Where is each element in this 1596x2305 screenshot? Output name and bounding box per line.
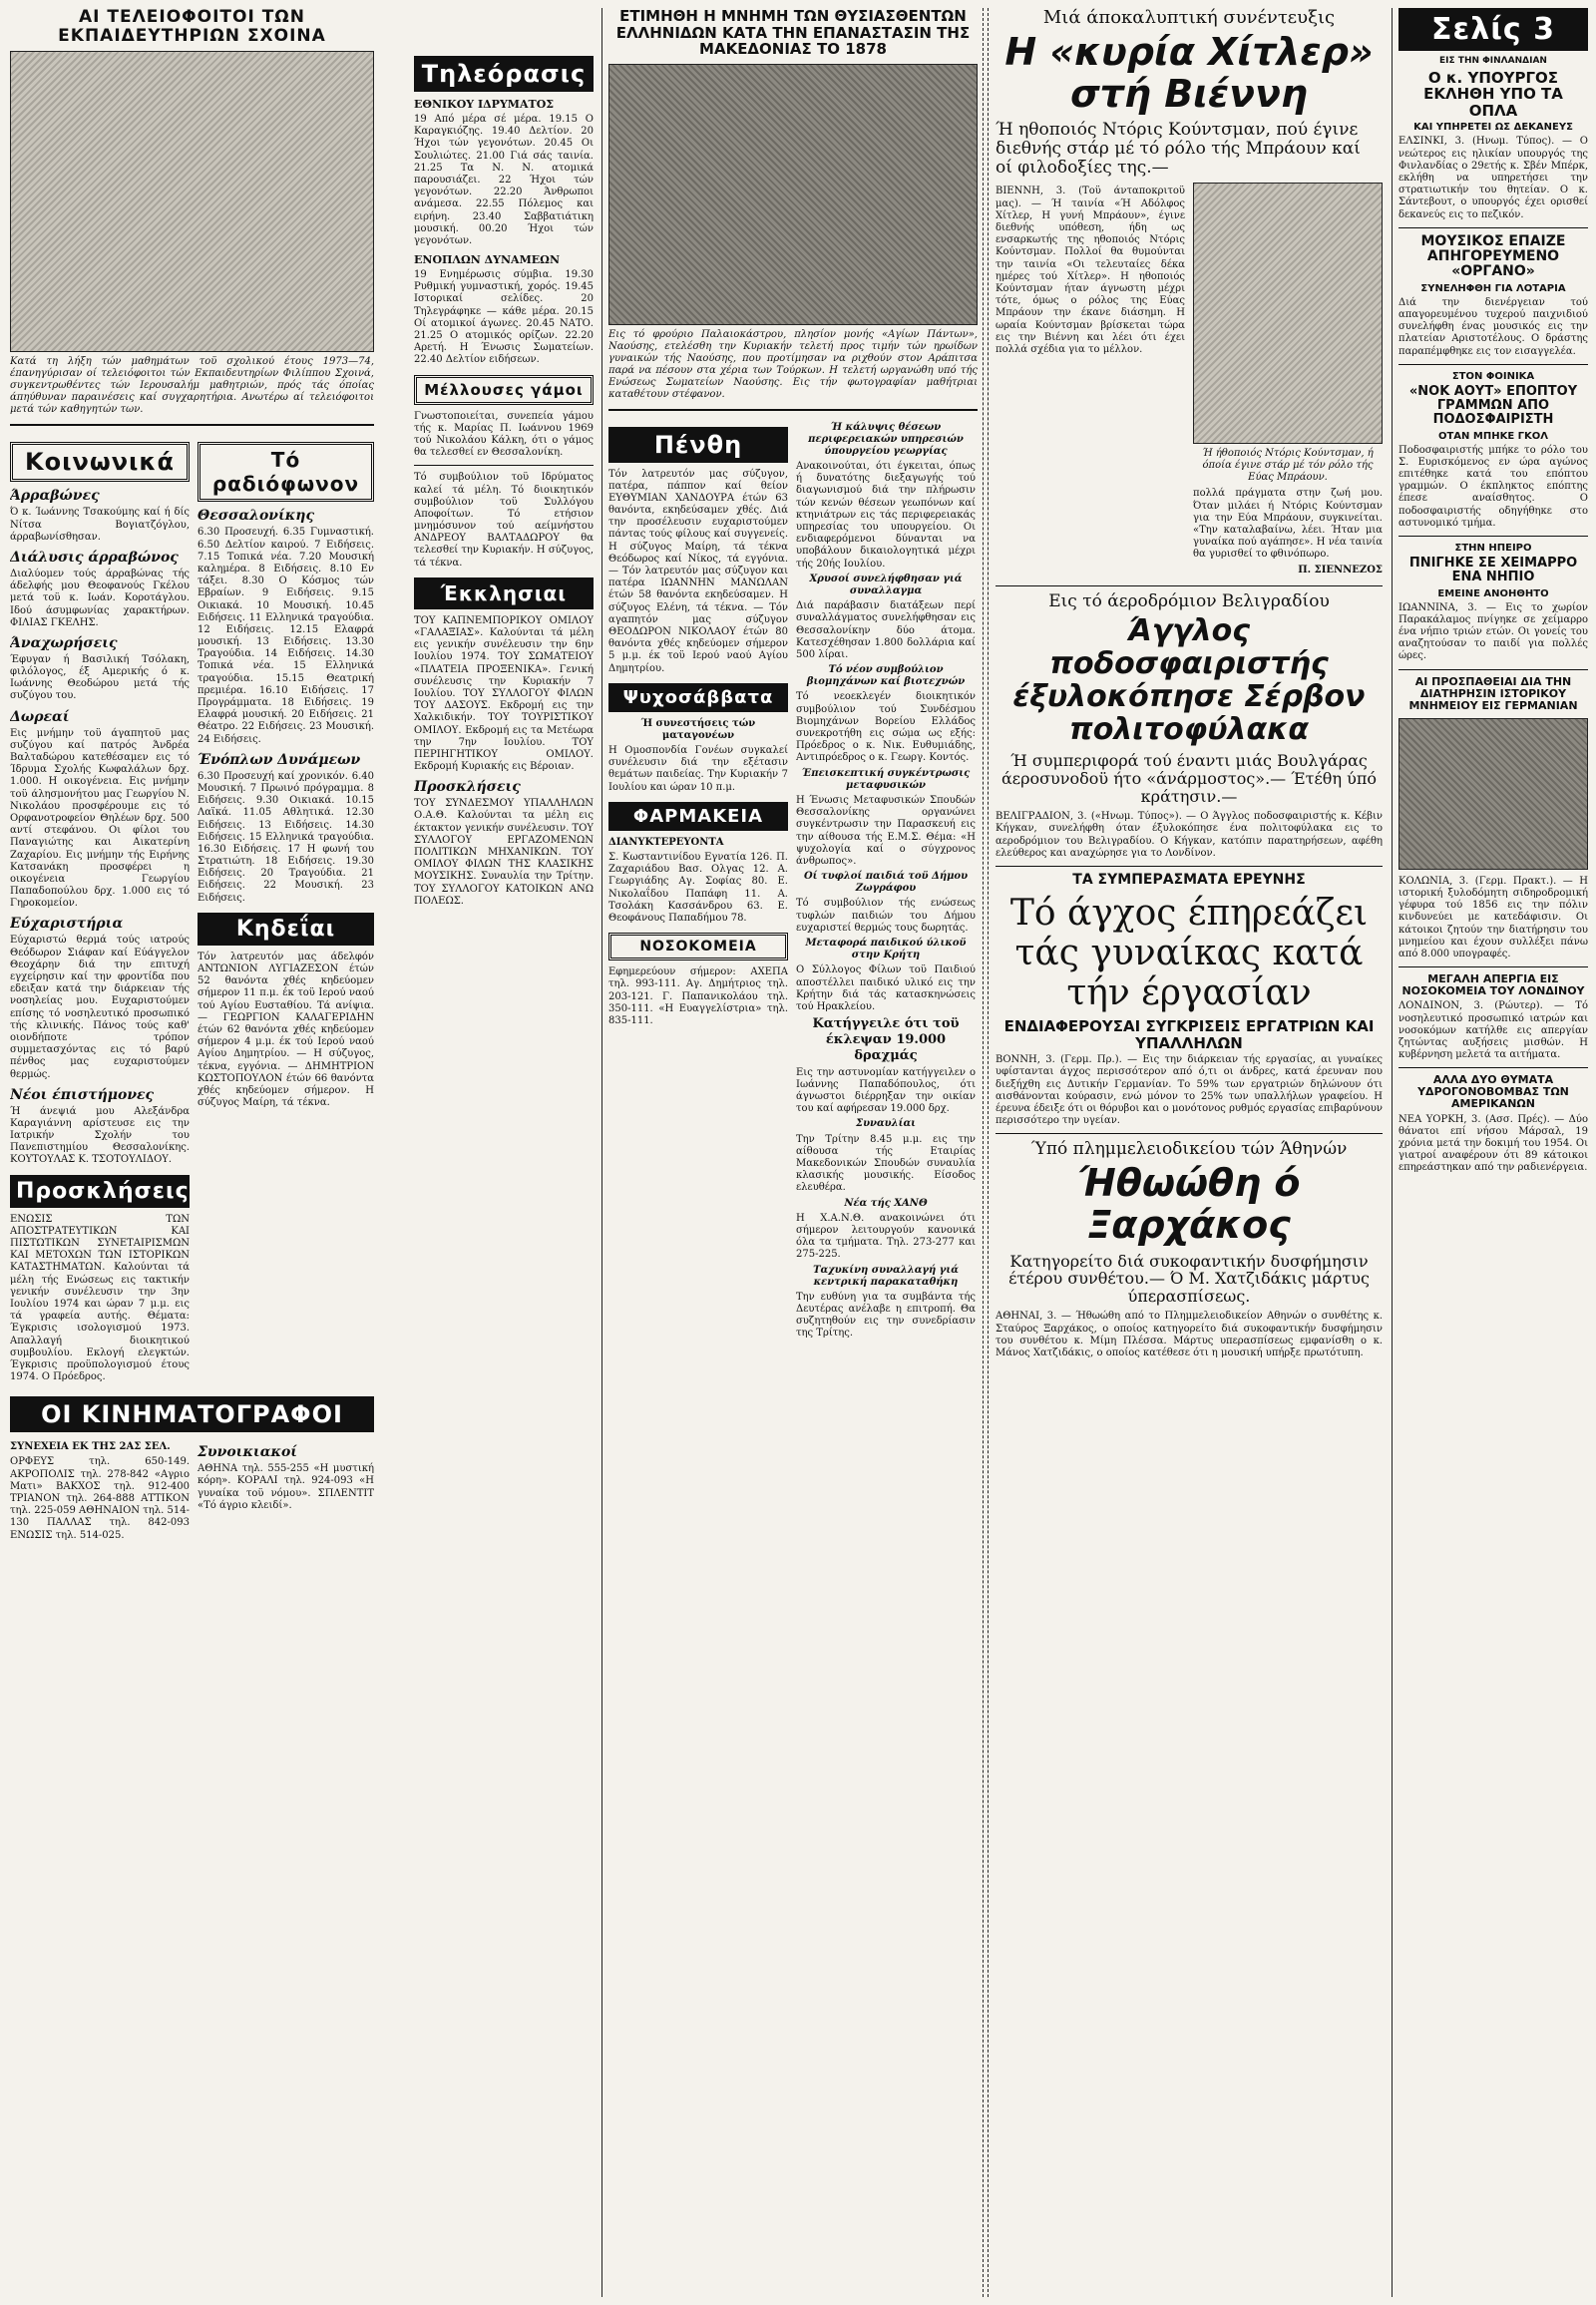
hospitals-banner: ΝΟΣΟΚΟΜΕΙΑ [608, 933, 788, 960]
metaphysics-title: Έπεισκεπτική συγκέντρωσις μεταφυσικών [801, 767, 971, 791]
stress-subhead: ΕΝΔΙΑΦΕΡΟΥΣΑΙ ΣΥΓΚΡΙΣΕΙΣ ΕΡΓΑΤΡΙΩΝ ΚΑΙ ΥΠΑΛΛΗΛΩΝ [1003, 1017, 1375, 1052]
memorial-text: Τό συμβούλιον τοϋ Ιδρύματος καλεί τά μέλη. Τό διοικητικόν συμβούλιον τοϋ Συλλόγου Αποφοίτων. Τό ετήσιον μνημόσυνον τού αείμνήστου ΑΝΔΡΕΟΥ ΒΑΛΤΑΔΩΡΟΥ θα τελεσθεί την Κυριακήν. Η σύζυγος, τά τέκνα. [414, 472, 594, 569]
local-cinemas-title: Συνοικιακοί [198, 1444, 298, 1461]
cologne-text: ΚΟΛΩΝΙΑ, 3. (Γερμ. Πρακτ.). — Η ιστορική ξυλοδόμητη σιδηροδρομική γέφυρα τού 1856 εις την πόλιν κινδυνεύει με κατεδάφισιν. Οι κάτοικοι ζητούν την διατήρησιν του μνημείου και έχουν συλλέξει πάνω από 8.000 υπογραφές. [1398, 875, 1588, 960]
cologne-headline: ΑΙ ΠΡΟΣΠΑΘΕΙΑΙ ΔΙΑ ΤΗΝ ΔΙΑΤΗΡΗΣΙΝ ΙΣΤΟΡΙΚΟΥ ΜΝΗΜΕΙΟΥ ΕΙΣ ΓΕΡΜΑΝΙΑΝ [1408, 674, 1578, 712]
footballer-text: ΒΕΛΙΓΡΑΔΙΟΝ, 3. («Ηνωμ. Τύπος»). — Ο Άγγλος ποδοσφαιριστής κ. Κέβιν Κήγκαν, συνελήφθη όταν έξυλοκόπησε ένα πολιτοφύλακα εις το αεροδρόμιον του Βελιγραδίου. Ο Κήγκαν, κατόπιν παρατηρήσεων, αφέθη ελεύθερος και αναχώρησε για το Λονδίνον. [996, 811, 1383, 859]
associations-text: ΤΟΥ ΚΑΠΝΕΜΠΟΡΙΚΟΥ ΟΜΙΛΟΥ «ΓΑΛΑΞΙΑΣ». Καλούνται τά μέλη εις γενικήν συνέλευσιν την 6ην Ιουλίου 1974. ΤΟΥ ΣΩΜΑΤΕΙΟΥ «ΠΛΑΤΕΙΑ ΠΡΟΞΕΝΙΚΑ». Γενική συνέλευσις την Κυριακήν 7 Ιουλίου. ΤΟΥ ΣΥΛΛΟΓΟΥ ΦΙΛΩΝ ΤΟΥ ΔΑΣΟΥΣ. Εκδρομή εις την Χαλκιδικήν. ΤΟΥ ΤΟΥΡΙΣΤΙΚΟΥ ΟΜΙΛΟΥ. Εκδρομή εις τα Μετέωρα την 7ην Ιουλίου. ΤΟΥ ΠΕΡΙΗΓΗΤΙΚΟΥ ΟΜΙΛΟΥ. Εκδρομή Κυριακής εις Βέροιαν. [414, 614, 594, 773]
pharmacies-text: Σ. Κωσταντινίδου Εγνατία 126. Π. Ζαχαριάδου Βασ. Ολγας 12. Α. Γεωργιάδης Αγ. Σοφίας 80. Ε. Νικολαΐδου Παπάφη 11. Α. Τσολάκη Κασσάνδρου 63. Ε. Θεοφάνους Παπαδήμου 78. [608, 852, 788, 924]
meeting-text: Την ευθύνη για τα συμβάντα τής Δευτέρας ανέλαβε η επιτροπή. Θα συζητηθούν εις την συνεδρίασιν της Τρίτης. [796, 1291, 976, 1340]
sub-a-title: Ή συνεστήσεις τών ματαγονέων [640, 717, 756, 741]
concerts-text: Την Τρίτην 8.45 μ.μ. εις την αίθουσα τής Εταιρίας Μακεδονικών Σπουδών συναυλία κλασικής μουσικής. Είσοδος ελευθέρα. [796, 1133, 976, 1194]
blind-kids-title: Οί τυφλοί παιδιά τοϋ Δήμου Ζωγράφου [803, 871, 969, 895]
donations-text: Εις μνήμην τοϋ άγαπητοϋ μας συζύγου καί πατρός Άνδρέα Βαλταδώρου κατεθέσαμεν εις τό Ίδρυμα Σχολής Κωφαλάλων δρχ. 1.000. Η οικογένεια. Εις μνήμην τοϋ άλησμονήτου μας Γεωργίου Ν. Νικολάου προσφέρουμε εις τό Ορφανοτροφείον Θηλέων δρχ. 500 αντί στεφάνου. Οι φίλοι του Παναγιώτης και Αικατερίνη Ζαχαρίου. Εις μνήμην τής Ειρήνης Κατσανάκη προσφέρει η οικογένεια Γεωργίου Παπαδοπούλου δρχ. 1.000 εις τό Γηροκομείον. [10, 727, 190, 910]
associations-banner: Έκκλησιαι [414, 577, 594, 609]
memorial-photo [608, 64, 978, 325]
hitler-text-2: πολλά πράγματα στην ζωή μου. Όταν μιλάει ή Ντόρις Κούντσμαν για την Εύα Μπράουν, συγκινείται. «Την καταλαβαίνω, λέει. Ήταν μια γυναίκα πού αγάπησε». Η νέα ταινία θα γυρισθεί το φθινόπωρο. [1193, 488, 1383, 561]
tv-yened-title: ΕΝΟΠΛΩΝ ΔΥΝΑΜΕΩΝ [414, 253, 561, 267]
finland-headline: Ο κ. ΥΠΟΥΡΓΟΣ ΕΚΛΗΘΗ ΥΠΟ ΤΑ ΟΠΛΑ [1423, 68, 1563, 120]
pharmacies-banner: ΦΑΡΜΑΚΕΙΑ [608, 802, 788, 831]
thanks-title: Εύχαριστήρια [10, 916, 124, 933]
memorials-banner: Ψυχοσάββατα [608, 683, 788, 712]
calls-title: Προσκλήσεις [414, 779, 521, 796]
hitler-byline: Π. ΣΙΕΝΝΕΖΟΣ [1298, 564, 1383, 576]
hitler-subhead: Ή ηθοποιός Ντόρις Κούντσμαν, πού έγινε διεθνής στάρ μέ τό ρόλο τής Μπράουν καί οί φιλοδοξίες της.— [996, 120, 1361, 178]
engagements-text: Ό κ. Ίωάννης Τσακούμης καί ή δίς Νίτσα Βογιατζόγλου, άρραβωνίσθησαν. [10, 507, 190, 543]
crete-text: Ο Σύλλογος Φίλων τοϋ Παιδιού αποστέλλει παιδικό υλικό εις την Κρήτην διά τάς κατασκηνώσεις τού Ηρακλείου. [796, 964, 976, 1012]
footballer-subhead: Ή συμπεριφορά τού έναντι μιάς Βουλγάρας άεροσυνοδοϋ ήτο «άνάρμοστος».— Έτέθη ύπό κράτησιν.— [1001, 751, 1377, 806]
footballer-kicker: Εις τό άεροδρόμιον Βελιγραδίου [1048, 590, 1330, 611]
broken-engagement-text: Διαλύομεν τούς άρραβώνας τής άδελφής μου Θεοφανούς Γκέλου μετά τοϋ κ. Ιωάν. Κοροτάγλου. Ιδού άσυμφωνίας χαρακτήρων. ΦΙΛΙΑΣ ΓΚΕΛΗΣ. [10, 568, 190, 628]
epirus-headline: ΠΝΙΓΗΚΕ ΣΕ ΧΕΙΜΑΡΡΟ ΕΝΑ ΝΗΠΙΟ [1408, 556, 1578, 585]
phoenix-sub: ΟΤΑΝ ΜΠΗΚΕ ΓΚΟΛ [1437, 430, 1549, 442]
actress-photo [1193, 183, 1383, 444]
graduates-headline: ΑΙ ΤΕΛΕΙΟΦΟΙΤΟΙ ΤΩΝ ΕΚΠΑΙΔΕΥΤΗΡΙΩΝ ΣΧΟΙΝΑ [58, 8, 326, 46]
industry-text: Τό νεοεκλεγέν διοικητικόν συμβούλιον τού Συνδέσμου Βιομηχάνων Βορείου Ελλάδος συνεκροτήθη εις σώμα ως εξής: Πρόεδρος ο κ. Νικ. Ευθυμιάδης, Αντιπρόεδρος ο κ. Γεωργ. Κοντός. [796, 691, 976, 764]
epirus-kicker: ΣΤΗΝ ΗΠΕΙΡΟ [1454, 543, 1532, 555]
musician-headline: ΜΟΥΣΙΚΟΣ ΕΠΑΙΖΕ ΑΠΗΓΟΡΕΥΜΕΝΟ «ΟΡΓΑΝΟ» [1420, 232, 1566, 280]
mourning-text: Τόν λατρευτόν μας σύζυγον, πατέρα, πάππον καί θείον ΕΥΘΥΜΙΑΝ ΧΑΝΔΟΥΡΑ έτών 63 θανόντα, εκηδεύσαμεν χθές. Διά την προσέλευσιν ευχαριστούμεν πάντας τούς φίλους καί συγγενείς. Η σύζυγος Μαίρη, τά τέκνα Θεόδωρος καί Νίκος, τά εγγόνια. — Τόν λατρευτόν μας σύζυγον και πατέρα ΙΩΑΝΝΗΝ ΜΑΝΩΛΑΝ έτών 58 θανόντα εκηδεύσαμεν. Η σύζυγος Ελένη, τά τέκνα. — Τόν αγαπητόν μας σύζυγον ΘΕΟΔΩΡΟΝ ΝΙΚΟΛΑΟΥ έτών 80 θανόντα χθές κηδεύομεν σήμερον 5 μ.μ. έκ τοϋ Ιερού ναού Αγίου Δημητρίου. [608, 468, 788, 674]
theft-text: Εις την αστυνομίαν κατήγγειλεν ο Ιωάννης Παπαδόπουλος, ότι άγνωστοι διέρρηξαν την οικίαν του καί αφήρεσαν 19.000 δρχ. [796, 1066, 976, 1115]
finland-sub: ΚΑΙ ΥΠΗΡΕΤΕΙ ΩΣ ΔΕΚΑΝΕΥΣ [1413, 122, 1573, 134]
epirus-sub: ΕΜΕΙΝΕ ΑΝΟΗΘΗΤΟ [1437, 587, 1549, 599]
london-text: ΛΟΝΔΙΝΟΝ, 3. (Ρώυτερ). — Τό νοσηλευτικό προσωπικό ιατρών και νοσοκόμων κατήλθε εις απεργίαν ζητώντας αυξήσεις μισθών. Η κυβέρνηση μελετά τα αιτήματα. [1398, 1000, 1588, 1061]
social-banner: Κοινωνικά [10, 442, 190, 482]
musician-sub: ΣΥΝΕΛΗΦΘΗ ΓΙΑ ΛΟΤΑΡΙΑ [1420, 282, 1566, 294]
finland-text: ΕΛΣΙΝΚΙ, 3. (Ηνωμ. Τύπος). — Ο νεώτερος εις ηλικίαν υπουργός της Φινλανδίας ο 29ετής κ. Σβέν Μπέρκ, εκλήθη να υπηρετήσει την στρατιωτικήν του θητείαν. Ο κ. Σάντεβουτ, ο υπουργός έχει ορισθεί δεκανεύς εις το πεζικόν. [1398, 136, 1588, 220]
finland-kicker: ΕΙΣ ΤΗΝ ΦΙΝΛΑΝΔΙΑΝ [1439, 56, 1547, 66]
epirus-text: ΙΩΑΝΝΙΝΑ, 3. — Εις το χωρίον Παρακάλαμος πνίγηκε σε χείμαρρο ένα νήπιο τριών ετών. Οι γονείς του αναζητούσαν το παιδί για πολλές ώρες. [1398, 601, 1588, 662]
stress-headline: Τό άγχος έπηρεάζει τάς γυναίκας κατά τήν έργασίαν [1009, 893, 1369, 1013]
cinemas-banner: ΟΙ ΚΙΝΗΜΑΤΟΓΡΑΦΟΙ [10, 1396, 374, 1432]
radio-thessaloniki-title: Θεσσαλονίκης [198, 508, 314, 525]
cinemas-continued: ΣΥΝΕΧΕΙΑ ΕΚ ΤΗΣ 2ΑΣ ΣΕΛ. [10, 1441, 171, 1453]
invitations-text: ΕΝΩΣΙΣ ΤΩΝ ΑΠΟΣΤΡΑΤΕΥΤΙΚΩΝ ΚΑΙ ΠΙΣΤΩΤΙΚΩΝ ΣΥΝΕΤΑΙΡΙΣΜΩΝ ΚΑΙ ΜΕΤΟΧΩΝ ΤΩΝ ΙΣΤΟΡΙΚΩΝ ΚΑΤΑΣΤΗΜΑΤΩΝ. Καλούνται τά μέλη τής Ενώσεως εις τακτικήν γενικήν συνέλευσιν την 3ην Ιουλίου 1974 και ώραν 7 μ.μ. εις τά γραφεία αυτής. Θέματα: Έγκρισις ισολογισμού 1973. Απαλλαγή διοικητικού συμβουλίου. Εκλογή ελεγκτών. Έγκρισις προϋπολογισμού έτους 1974. Ο Πρόεδρος. [10, 1213, 190, 1383]
xanth-title: Νέα τής ΧΑΝΘ [844, 1197, 928, 1209]
stress-kicker: ΤΑ ΣΥΜΠΕΡΑΣΜΑΤΑ ΕΡΕΥΝΗΣ [1072, 871, 1306, 888]
meeting-title: Ταχυκίνη συναλλαγή γιά κεντρική παρακαταθήκη [813, 1264, 959, 1288]
bomb-victims-headline: ΑΛΛΑ ΔΥΟ ΘΥΜΑΤΑ ΥΔΡΟΓΟΝΟΒΟΜΒΑΣ ΤΩΝ ΑΜΕΡΙΚΑΝΩΝ [1417, 1073, 1569, 1111]
mourning-banner: Πένθη [608, 427, 788, 463]
weddings-text: Γνωστοποιείται, συνεπεία γάμου τής κ. Μαρίας Π. Ιωάννου 1969 τού Νικολάου Κάλκη, ότι ο γάμος θα τελεσθεί εν Θεσσαλονίκη. [414, 410, 594, 459]
column-5 [996, 8, 1383, 2297]
cinemas-text: ΟΡΦΕΥΣ τηλ. 650-149. ΑΚΡΟΠΟΛΙΣ τηλ. 278-842 «Αγριο Ματι» ΒΑΚΧΟΣ τηλ. 912-400 ΤΡΙΑΝΟΝ τηλ. 264-888 ΑΤΤΙΚΟΝ τηλ. 225-059 ΑΘΗΝΑΙΟΝ τηλ. 514-130 ΠΑΛΛΑΣ τηλ. 842-093 ΕΝΩΣΙΣ τηλ. 514-025. [10, 1456, 190, 1541]
new-scientists-title: Νέοι έπιστήμονες [10, 1086, 155, 1103]
sub-a-text: Η Ομοσπονδία Γονέων συγκαλεί συνέλευσιν διά την εξέτασιν θεμάτων παιδείας. Την Κυριακήν 7 Ιουλίου και ώραν 10 π.μ. [608, 745, 788, 793]
tv-eiry-text: 19 Από μέρα σέ μέρα. 19.15 Ο Καραγκιόζης. 19.40 Δελτίον. 20 Ήχοι τών γεγονότων. 20.45 Οι Σουλιώτες. 21.00 Γιά σάς ταινία. 21.25 Τα Ν. Ν. ατομικά παρουσιάζει. 22 Ήχοι τών γεγονότων. 22.20 Άνθρωποι ανάμεσα. 22.55 Πόλεμος και ειρήνη. 23.40 Σαββατιάτικη μουσική. 00.20 Ήχοι τών γεγονότων. [414, 114, 594, 246]
weddings-banner: Μέλλουσες γάμοι [414, 375, 594, 405]
musician-text: Διά την διενέργειαν τού απαγορευμένου τυχερού παιχνιδιού συνελήφθη ένας μουσικός εις την πλατείαν Αριστοτέλους. Ο δράστης παραπέμφθηκε εις τον εισαγγελέα. [1398, 296, 1588, 357]
actress-photo-caption: Ή ήθοποιός Ντόρις Κούντσμαν, ή όποία έγινε στάρ μέ τόν ρόλο τής Εύας Μπράουν. [1202, 448, 1374, 484]
london-headline: ΜΕΓΑΛΗ ΑΠΕΡΓΙΑ ΕΙΣ ΝΟΣΟΚΟΜΕΙΑ ΤΟΥ ΛΟΝΔΙΝΟΥ [1401, 972, 1585, 998]
tv-banner: Τηλεόρασις [414, 56, 594, 92]
tv-yened-text: 19 Ενημέρωσις σύμβια. 19.30 Ρυθμική γυμναστική, χορός. 19.45 Ιστορικαί σελίδες. 20 Τηλεγράφηκε — κάθε μέρα. 20.15 Οί ατομικοί άγωνες. 20.45 ΝΑΤΟ. 21.25 Ο ατομικός ορίζων. 22.20 Αρετή. Η Ένωσις Σωματείων. 22.40 Δελτίον ειδήσεων. [414, 269, 594, 366]
calls-text: ΤΟΥ ΣΥΝΔΕΣΜΟΥ ΥΠΑΛΛΗΛΩΝ Ο.Α.Θ. Καλούνται τα μέλη εις έκτακτον γενικήν συνέλευσιν. ΤΟΥ ΣΥΛΛΟΓΟΥ ΕΡΓΑΖΟΜΕΝΩΝ ΠΟΛΙΤΙΚΩΝ ΜΗΧΑΝΙΚΩΝ. ΤΟΥ ΟΜΙΛΟΥ ΦΙΛΩΝ ΤΗΣ ΚΛΑΣΙΚΗΣ ΜΟΥΣΙΚΗΣ. Συναυλία την Τρίτην. ΤΟΥ ΣΥΛΛΟΓΟΥ ΚΑΤΟΙΚΩΝ ΑΝΩ ΠΟΛΕΩΣ. [414, 798, 594, 907]
radio-thessaloniki-text: 6.30 Προσευχή. 6.35 Γυμναστική. 6.50 Δελτίον καιρού. 7 Ειδήσεις. 7.15 Τοπικά νέα. 7.20 Μουσική καλημέρα. 8 Ειδήσεις. 8.10 Εν τάξει. 8.30 Ο Κόσμος τών Εβραίων. 9 Ειδήσεις. 9.15 Οικιακά. 10 Μουσική. 10.45 Ειδήσεις. 11 Ελληνικά τραγούδια. 12 Ειδήσεις. 12.15 Ελαφρά μουσική. 13 Ειδήσεις. 13.30 Τραγούδια. 14 Ειδήσεις. 14.30 Τοπικά νέα. 15 Ελληνικά τραγούδια. 15.15 Θεατρική πρεμιέρα. 16.10 Ειδήσεις. 17 Προγράμματα. 18 Ειδήσεις. 19 Ελαφρά μουσική. 20 Ειδήσεις. 21 Θέατρο. 22 Ειδήσεις. 23 Μουσική. 24 Ειδήσεις. [198, 527, 374, 745]
concerts-title: Συναυλίαι [856, 1118, 916, 1130]
departures-text: Έφυγαν ή Βασιλική Τσόλακη, φιλόλογος, έξ Αμερικής ό κ. Ιωάννης Θεοδώρου μετά τής συζύγου του. [10, 653, 190, 702]
crete-title: Μεταφορά παιδικού ύλικοϋ στην Κρήτη [805, 938, 967, 961]
memorial-photo-caption: Εις τό φρούριο Παλαιοκάστρου, πλησίον μονής «Αγίων Πάντων», Ναούσης, ετελέσθη την Κυριακήν τελετή προς τιμήν τών ηρωίδων γυναικών τής Ναούσης, που προτίμησαν να ριχθούν στον Αράπιτσα παρά να πέσουν στα χέρια των Τούρκων. Η τελετή ωργανώθη υπό τής Ενώσεως Σωματείων Ναούσης. Εις τήν φωτογραφίαν μαθήτριαι καταθέτουν στέφανον. [608, 328, 978, 400]
graduates-photo-caption: Κατά τη λήξη τών μαθημάτων τοϋ σχολικού έτους 1973—74, έπανηγύρισαν οί τελειόφοιτοι τών Εκπαιδευτηρίων Φιλίππου Σχοινά, συγκεντρωθέντες τών Ιερουσαλήμ μαθητριών, πρός τάς όποίας άπηύθυναν παραινέσεις καί συγχαρητήρια. Ανωτέρω αί τελειόφοιτοι μετά τών καθηγητών των. [10, 356, 374, 416]
engagements-title: Άρραβώνες [10, 488, 100, 505]
hitler-headline: Η «κυρία Χίτλερ» στή Βιέννη [1004, 29, 1374, 116]
donations-title: Δωρεαί [10, 708, 70, 725]
radio-banner: Τό ραδιόφωνον [198, 442, 374, 502]
pharmacies-sub: ΔΙΑΝΥΚΤΕΡΕΥΟΝΤΑ [608, 836, 724, 848]
thanks-text: Εύχαριστώ θερμά τούς ιατρούς Θεόδωρον Σιάφαν καί Εύάγγελον Θεοχάρην διά την επιτυχή εγχείρησιν καί την φροντίδα που εδειξαν κατά την διάρκειαν τής νοσηλείας μου. Ευχαριστούμεν επίσης τό νοσηλευτικό προσωπικό τής κλινικής. Πάνος τούς καθ' οιονδήποτε τρόπον συμμετασχόντας εις τό βαρύ πένθος μας ευχαριστούμεν θερμώς. [10, 935, 190, 1080]
agri-jobs-title: Ή κάλυψις θέσεων περιφερειακών υπηρεσιών ύπουργείου γεωργίας [808, 421, 964, 457]
xarchakos-headline: Ήθωώθη ό Ξαρχάκος [1077, 1160, 1301, 1247]
hospitals-text: Εφημερεύουν σήμερον: ΑΧΕΠΑ τηλ. 993-111. Αγ. Δημήτριος τηλ. 203-121. Γ. Παπανικολάου τηλ. 350-111. «Η Ευαγγελίστρια» τηλ. 835-111. [608, 966, 788, 1026]
xarchakos-kicker: Ύπό πλημμελειοδικείου τών Άθηνών [1030, 1139, 1348, 1160]
column-2 [414, 8, 594, 2297]
column-3 [608, 8, 978, 2297]
column-6 [1398, 8, 1588, 2297]
broken-engagement-title: Διάλυσις άρραβώνος [10, 549, 179, 566]
graduates-photo [10, 51, 374, 352]
blind-kids-text: Τό συμβούλιον τής ενώσεως τυφλών παιδιών του Δήμου ευχαριστεί θερμώς τους δωρητάς. [796, 898, 976, 934]
theft-title: Κατήγγειλε ότι τοϋ έκλεψαν 19.000 δραχμάς [812, 1016, 960, 1063]
page-number-banner: Σελίς 3 [1398, 8, 1588, 51]
funerals-text: Τόν λατρευτόν μας άδελφόν ΑΝΤΩΝΙΟΝ ΛΥΓΙΑΖΕΣΟΝ έτών 52 θανόντα χθές κηδεύομεν σήμερον 11 π.μ. έκ τοϋ Ιερού ναού τού Αγίου Ευσταθίου. Τά ανίψια. — ΓΕΩΡΓΙΟΝ ΚΑΛΑΓΕΡΙΔΗΝ έτών 62 θανόντα χθές κηδεύομεν σήμερον 4 μ.μ. έκ τού Ιερού ναού Αγίου Δημητρίου. — Η σύζυγος, τέκνα, εγγόνια. — ΔΗΜΗΤΡΙΟΝ ΚΩΣΤΟΠΟΥΛΟΝ έτών 66 θανόντα χθές κηδεύομεν σήμερον. Η σύζυγος Μαίρη, τά τέκνα. [198, 951, 374, 1109]
radio-armed-forces-title: Ένόπλων Δυνάμεων [198, 751, 361, 768]
phoenix-text: Ποδοσφαιριστής μπήκε το ρόλο του Σ. Ευρισκόμενος εν ώρα αγώνος επιτέθηκε κατά του επόπτου γραμμών. Ο έκπληκτος επόπτης έπεσε αναίσθητος. Ο ποδοσφαιριστής οδηγήθηκε στο αστυνομικό τμήμα. [1398, 444, 1588, 529]
new-scientists-text: Ή άνεψιά μου Αλεξάνδρα Καραγιάννη αρίστευσε εις την Ιατρικήν Σχολήν του Πανεπιστημίου Θεσσαλονίκης. ΚΟΥΤΟΥΛΑΣ Κ. ΤΣΟΤΟΥΛΙΔΟΥ. [10, 1105, 190, 1166]
radio-armed-forces-text: 6.30 Προσευχή καί χρονικόν. 6.40 Μουσική. 7 Πρωινό πρόγραμμα. 8 Ειδήσεις. 9.30 Οικιακά. 10.15 Λαϊκά. 11.05 Αθλητικά. 12.30 Ειδήσεις. 13 Ειδήσεις. 14.30 Ειδήσεις. 15 Ελληνικά τραγούδια. 16.30 Ειδήσεις. 17 Η φωνή του Στρατιώτη. 18 Ειδήσεις. 19.30 Ειδήσεις. 20 Τραγούδια. 21 Ειδήσεις. 22 Μουσική. 23 Ειδήσεις. [198, 770, 374, 904]
column-1 [10, 8, 374, 2297]
currency-text: Διά παράβασιν διατάξεων περί συναλλάγματος συνελήφθησαν εις Θεσσαλονίκην δύο άτομα. Κατεσχέθησαν 1.800 δολλάρια καί 500 λίραι. [796, 600, 976, 660]
xanth-text: Η Χ.Α.Ν.Θ. ανακοινώνει ότι σήμερον λειτουργούν κανονικά όλα τα τμήματα. Τηλ. 273-277 και 275-225. [796, 1212, 976, 1261]
funerals-banner: Κηδεΐαι [198, 913, 374, 946]
xarchakos-text: ΑΘΗΝΑΙ, 3. — Ήθωώθη από το Πλημμελειοδικείον Αθηνών ο συνθέτης κ. Σταύρος Ξαρχάκος, ο οποίος κατηγορείτο διά συκοφαντικήν δυσφήμησιν του συνθέτου κ. Μίμη Πλέσσα. Μάρτυς υπερασπίσεως εμφανίσθη ο κ. Μάνος Χατζιδάκις, ο οποίος κατέθεσε ότι η μουσική υπήρξε πρωτότυπη. [996, 1311, 1383, 1358]
hitler-text-1: ΒΙΕΝΝΗ, 3. (Τοϋ άνταποκριτοϋ μας). — Ή ταινία «Ή Αδόλφος Χίτλερ, Η γυνή Μπράουν», έγινε διεθνής υπόθεση, ήδη ως ενσαρκωτής της ηθοποιός Ντόρις Κούντσμαν. Πολλοί θα θυμούνται την ταινία «Οι τελευταίες δέκα ημέρες τού Χίτλερ». Η ηθοποιός Κούντσμαν ήταν άγνωστη μέχρι τότε, όμως ο ρόλος της Εύας Μπράουν την έκανε διάσημη. Η ωραία Κούντσμαν βρίσκεται τώρα εις την Βιέννη και λέει ότι έχει πολλά σχέδια για το μέλλον. [996, 186, 1185, 355]
departures-title: Άναχωρήσεις [10, 634, 118, 651]
footballer-headline: Άγγλος ποδοσφαιριστής έξυλοκόπησε Σέρβον πολιτοφύλακα [1012, 613, 1366, 748]
cologne-photo [1398, 718, 1588, 870]
currency-title: Χρυσοί συνελήφθησαν γιά συναλλαγμα [809, 573, 963, 596]
metaphysics-text: Η Ένωσις Μεταφυσικών Σπουδών Θεσσαλονίκης οργανώνει συγκέντρωσιν την Παρασκευή εις την αίθουσα τής Ε.Μ.Σ. Θέμα: «Η ψυχολογία καί ο σύγχρονος άνθρωπος». [796, 794, 976, 867]
stress-text: ΒΟΝΝΗ, 3. (Γερμ. Πρ.). — Εις την διάρκειαν τής εργασίας, αι γυναίκες υφίστανται άγχος περισσότερον από ό,τι οι άνδρες, κατά έρευναν που διεξήχθη εις Δυτικήν Γερμανίαν. Το 59% των εργατριών δηλώνουν ότι αισθάνονται κούρασιν, ενώ μόνον το 25% των υπαλλήλων γραφείου. Η έρευνα έδειξε ότι οι θόρυβοι και ο μονότονος ρυθμός εργασίας επιβαρύνουν περισσότερο την υγείαν. [996, 1054, 1383, 1127]
tv-eiry-title: ΕΘΝΙΚΟΥ ΙΔΡΥΜΑΤΟΣ [414, 98, 555, 111]
memorial-headline: ΕΤΙΜΗΘΗ Η ΜΝΗΜΗ ΤΩΝ ΘΥΣΙΑΣΘΕΝΤΩΝ ΕΛΛΗΝΙΔΩΝ ΚΑΤΑ ΤΗΝ ΕΠΑΝΑΣΤΑΣΙΝ ΤΗΣ ΜΑΚΕΔΟΝΙΑΣ ΤΟ 1878 [615, 8, 971, 58]
phoenix-kicker: ΣΤΟΝ ΦΟΙΝΙΚΑ [1451, 370, 1535, 382]
hitler-kicker: Μιά άποκαλυπτική συνέντευξις [1042, 8, 1336, 28]
agri-jobs-text: Ανακοινούται, ότι έγκειται, όπως ή δυνατότης διεξαγωγής τού διαγωνισμού διά την πλήρωσιν τών κενών θέσεων γεωπόνων καί κτηνιάτρων εις τάς περιφερειακάς υπηρεσίας του υπουργείου. Οι ενδιαφερόμενοι δύνανται να υποβάλουν δικαιολογητικά μέχρι τής 20ής Ιουλίου. [796, 461, 976, 570]
industry-title: Τό νέον συμβούλιον βιομηχάνων καί βιοτεχνών [806, 664, 966, 688]
local-cinemas-text: ΑΘΗΝΑ τηλ. 555-255 «Η μυστική κόρη». ΚΟΡΑΛΙ τηλ. 924-093 «Η γυναίκα τοϋ νόμου». ΣΠΛΕΝΤΙΤ «Τό άγριο κλειδί». [198, 1463, 374, 1511]
invitations-banner: Προσκλήσεις [10, 1175, 190, 1208]
xarchakos-subhead: Κατηγορείτο διά συκοφαντικήν δυσφήμησιν έτέρου συνθέτου.— Ό Μ. Χατζιδάκις μάρτυς ύπερασπίσεως. [1008, 1251, 1370, 1306]
phoenix-headline: «ΝΟΚ ΑΟΥΤ» ΕΠΟΠΤΟΥ ΓΡΑΜΜΩΝ ΑΠΟ ΠΟΔΟΣΦΑΙΡΙΣΤΗ [1408, 383, 1578, 428]
bomb-victims-text: ΝΕΑ ΥΟΡΚΗ, 3. (Ασσ. Πρές). — Δύο θάνατοι επί νήσου Μάρσαλ, 19 χρόνια μετά την δοκιμή του 1954. Οι γιατροί αναφέρουν ότι 89 κάτοικοι επηρεάστηκαν από την ραδιενέργεια. [1398, 1113, 1588, 1174]
